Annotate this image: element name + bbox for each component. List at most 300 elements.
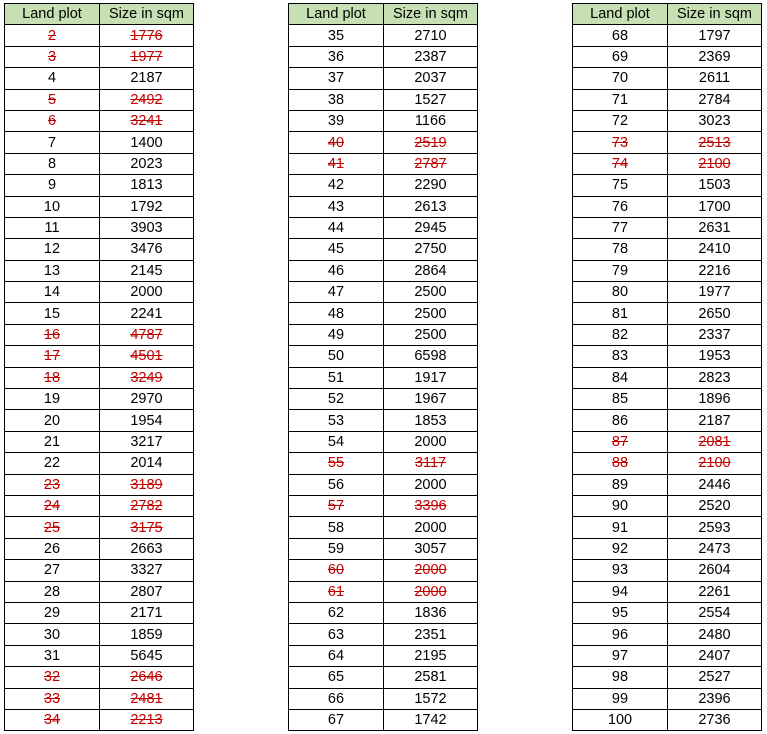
plot-size-cell[interactable]: 2864 [384, 260, 478, 281]
table-row [5, 217, 194, 238]
plot-size-cell[interactable]: 2807 [100, 581, 194, 602]
plot-number-cell[interactable]: 2 [5, 25, 100, 46]
plot-size-cell[interactable]: 2171 [100, 602, 194, 623]
plot-number-cell[interactable]: 96 [573, 624, 668, 645]
plot-number-cell[interactable]: 67 [289, 709, 384, 730]
table-row [289, 688, 478, 709]
plot-size-cell[interactable]: 2337 [668, 324, 762, 345]
plot-size-cell[interactable]: 2970 [100, 389, 194, 410]
plot-number-cell[interactable]: 76 [573, 196, 668, 217]
plot-size-cell[interactable]: 2290 [384, 175, 478, 196]
plot-number-cell[interactable]: 90 [573, 495, 668, 516]
table-row [5, 667, 194, 688]
plot-number-cell[interactable]: 47 [289, 282, 384, 303]
plot-number-cell[interactable]: 95 [573, 602, 668, 623]
table-row [5, 453, 194, 474]
plot-number-cell[interactable]: 94 [573, 581, 668, 602]
table-row [573, 346, 762, 367]
plot-size-cell[interactable]: 2100 [668, 153, 762, 174]
plot-size-cell[interactable]: 2481 [100, 688, 194, 709]
table-row [573, 538, 762, 559]
table-row [573, 560, 762, 581]
table-row [573, 389, 762, 410]
table-row [573, 25, 762, 46]
table-row [5, 282, 194, 303]
plot-size-cell[interactable]: 2513 [668, 132, 762, 153]
plot-size-cell[interactable]: 2014 [100, 453, 194, 474]
plot-size-cell[interactable]: 2500 [384, 303, 478, 324]
plot-size-cell[interactable]: 1572 [384, 688, 478, 709]
plot-number-cell[interactable]: 37 [289, 68, 384, 89]
plot-number-cell[interactable]: 12 [5, 239, 100, 260]
plot-number-cell[interactable]: 61 [289, 581, 384, 602]
land-plot-header[interactable]: Land plot [573, 4, 668, 25]
table-row [289, 538, 478, 559]
table-row [289, 602, 478, 623]
plot-number-cell[interactable]: 68 [573, 25, 668, 46]
plot-size-cell[interactable]: 3217 [100, 431, 194, 452]
plot-number-cell[interactable]: 70 [573, 68, 668, 89]
plot-number-cell[interactable]: 3 [5, 46, 100, 67]
table-row [289, 709, 478, 730]
table-row [289, 282, 478, 303]
plot-size-cell[interactable]: 2650 [668, 303, 762, 324]
plot-number-cell[interactable]: 48 [289, 303, 384, 324]
plot-size-cell[interactable]: 2145 [100, 260, 194, 281]
plot-size-cell[interactable]: 2023 [100, 153, 194, 174]
plot-size-cell[interactable]: 1859 [100, 624, 194, 645]
plot-size-cell[interactable]: 2000 [384, 581, 478, 602]
land-plot-table-3 [572, 3, 762, 731]
plot-size-cell[interactable]: 2369 [668, 46, 762, 67]
plot-number-cell[interactable]: 41 [289, 153, 384, 174]
plot-size-cell[interactable]: 4501 [100, 346, 194, 367]
plot-size-cell[interactable]: 2037 [384, 68, 478, 89]
table-row [289, 153, 478, 174]
table-row [289, 68, 478, 89]
table-row [573, 667, 762, 688]
table-row [573, 196, 762, 217]
plot-number-cell[interactable]: 5 [5, 89, 100, 110]
plot-number-cell[interactable]: 17 [5, 346, 100, 367]
plot-size-cell[interactable]: 2736 [668, 709, 762, 730]
plot-size-cell[interactable]: 2492 [100, 89, 194, 110]
plot-size-cell[interactable]: 2000 [100, 282, 194, 303]
table-row [289, 389, 478, 410]
table-row [573, 688, 762, 709]
table-row [289, 217, 478, 238]
plot-size-cell[interactable]: 3476 [100, 239, 194, 260]
plot-number-cell[interactable]: 11 [5, 217, 100, 238]
plot-number-cell[interactable]: 24 [5, 495, 100, 516]
plot-number-cell[interactable]: 30 [5, 624, 100, 645]
size-header[interactable]: Size in sqm [100, 4, 194, 25]
plot-size-cell[interactable]: 2351 [384, 624, 478, 645]
plot-size-cell[interactable]: 3241 [100, 110, 194, 131]
plot-number-cell[interactable]: 6 [5, 110, 100, 131]
table-row [289, 645, 478, 666]
plot-size-cell[interactable]: 2945 [384, 217, 478, 238]
plot-number-cell[interactable]: 9 [5, 175, 100, 196]
table-row [573, 132, 762, 153]
table-row [573, 474, 762, 495]
plot-size-cell[interactable]: 2216 [668, 260, 762, 281]
land-plot-table-2 [288, 3, 478, 731]
plot-number-cell[interactable]: 13 [5, 260, 100, 281]
plot-number-cell[interactable]: 63 [289, 624, 384, 645]
table-row [573, 645, 762, 666]
plot-number-cell[interactable]: 21 [5, 431, 100, 452]
plot-number-cell[interactable]: 93 [573, 560, 668, 581]
plot-size-cell[interactable]: 1700 [668, 196, 762, 217]
plot-size-cell[interactable]: 2604 [668, 560, 762, 581]
table-row [5, 303, 194, 324]
plot-number-cell[interactable]: 69 [573, 46, 668, 67]
plot-number-cell[interactable]: 4 [5, 68, 100, 89]
plot-size-cell[interactable]: 2473 [668, 538, 762, 559]
plot-size-cell[interactable]: 2100 [668, 453, 762, 474]
plot-size-cell[interactable]: 1166 [384, 110, 478, 131]
plot-size-cell[interactable]: 1503 [668, 175, 762, 196]
table-row [289, 46, 478, 67]
plot-size-cell[interactable]: 2195 [384, 645, 478, 666]
land-plot-header[interactable]: Land plot [289, 4, 384, 25]
plot-number-cell[interactable]: 29 [5, 602, 100, 623]
plot-number-cell[interactable]: 85 [573, 389, 668, 410]
table-row [289, 175, 478, 196]
plot-size-cell[interactable]: 1792 [100, 196, 194, 217]
plot-number-cell[interactable]: 72 [573, 110, 668, 131]
size-header[interactable]: Size in sqm [384, 4, 478, 25]
plot-number-cell[interactable]: 58 [289, 517, 384, 538]
plot-size-cell[interactable]: 2646 [100, 667, 194, 688]
table-row [5, 25, 194, 46]
plot-number-cell[interactable]: 100 [573, 709, 668, 730]
header-row [573, 4, 762, 25]
plot-size-cell[interactable]: 2446 [668, 474, 762, 495]
table-row [5, 431, 194, 452]
plot-number-cell[interactable]: 97 [573, 645, 668, 666]
plot-number-cell[interactable]: 45 [289, 239, 384, 260]
plot-number-cell[interactable]: 51 [289, 367, 384, 388]
plot-number-cell[interactable]: 57 [289, 495, 384, 516]
table-row [5, 46, 194, 67]
table-row [289, 303, 478, 324]
table-row [5, 495, 194, 516]
table-row [5, 645, 194, 666]
plot-size-cell[interactable]: 1527 [384, 89, 478, 110]
plot-size-cell[interactable]: 2554 [668, 602, 762, 623]
plot-size-cell[interactable]: 1953 [668, 346, 762, 367]
plot-number-cell[interactable]: 66 [289, 688, 384, 709]
plot-size-cell[interactable]: 2407 [668, 645, 762, 666]
plot-size-cell[interactable]: 2750 [384, 239, 478, 260]
table-row [5, 709, 194, 730]
plot-number-cell[interactable]: 14 [5, 282, 100, 303]
plot-number-cell[interactable]: 19 [5, 389, 100, 410]
table-row [5, 474, 194, 495]
plot-size-cell[interactable]: 1776 [100, 25, 194, 46]
plot-number-cell[interactable]: 8 [5, 153, 100, 174]
plot-number-cell[interactable]: 53 [289, 410, 384, 431]
land-plot-header[interactable]: Land plot [5, 4, 100, 25]
plot-size-cell[interactable]: 2500 [384, 324, 478, 345]
plot-size-cell[interactable]: 2410 [668, 239, 762, 260]
table-row [5, 346, 194, 367]
plot-size-cell[interactable]: 3903 [100, 217, 194, 238]
plot-size-cell[interactable]: 2613 [384, 196, 478, 217]
table-row [289, 25, 478, 46]
table-row [5, 68, 194, 89]
plot-number-cell[interactable]: 71 [573, 89, 668, 110]
plot-number-cell[interactable]: 20 [5, 410, 100, 431]
plot-size-cell[interactable]: 1954 [100, 410, 194, 431]
table-row [289, 239, 478, 260]
plot-number-cell[interactable]: 80 [573, 282, 668, 303]
plot-number-cell[interactable]: 50 [289, 346, 384, 367]
table-row [289, 517, 478, 538]
table-row [5, 688, 194, 709]
plot-size-cell[interactable]: 3023 [668, 110, 762, 131]
plot-number-cell[interactable]: 81 [573, 303, 668, 324]
plot-number-cell[interactable]: 84 [573, 367, 668, 388]
plot-number-cell[interactable]: 7 [5, 132, 100, 153]
table-row [573, 624, 762, 645]
plot-size-cell[interactable]: 2187 [100, 68, 194, 89]
plot-size-cell[interactable]: 2387 [384, 46, 478, 67]
plot-number-cell[interactable]: 87 [573, 431, 668, 452]
plot-size-cell[interactable]: 2213 [100, 709, 194, 730]
plot-size-cell[interactable]: 2663 [100, 538, 194, 559]
plot-number-cell[interactable]: 64 [289, 645, 384, 666]
plot-number-cell[interactable]: 28 [5, 581, 100, 602]
plot-size-cell[interactable]: 3057 [384, 538, 478, 559]
table-row [573, 410, 762, 431]
land-plot-table-1 [4, 3, 194, 731]
plot-number-cell[interactable]: 38 [289, 89, 384, 110]
plot-size-cell[interactable]: 2000 [384, 431, 478, 452]
plot-size-cell[interactable]: 1813 [100, 175, 194, 196]
plot-number-cell[interactable]: 36 [289, 46, 384, 67]
table-row [5, 517, 194, 538]
table-row [573, 303, 762, 324]
table-row [5, 132, 194, 153]
plot-size-cell[interactable]: 2500 [384, 282, 478, 303]
plot-number-cell[interactable]: 46 [289, 260, 384, 281]
plot-size-cell[interactable]: 2593 [668, 517, 762, 538]
table-row [573, 453, 762, 474]
table-row [5, 260, 194, 281]
plot-size-cell[interactable]: 5645 [100, 645, 194, 666]
plot-number-cell[interactable]: 86 [573, 410, 668, 431]
table-row [5, 196, 194, 217]
plot-number-cell[interactable]: 23 [5, 474, 100, 495]
table-row [5, 175, 194, 196]
table-row [289, 196, 478, 217]
plot-size-cell[interactable]: 3117 [384, 453, 478, 474]
table-row [5, 560, 194, 581]
plot-size-cell[interactable]: 2187 [668, 410, 762, 431]
plot-size-cell[interactable]: 1967 [384, 389, 478, 410]
plot-size-cell[interactable]: 2784 [668, 89, 762, 110]
plot-number-cell[interactable]: 59 [289, 538, 384, 559]
plot-number-cell[interactable]: 89 [573, 474, 668, 495]
plot-number-cell[interactable]: 44 [289, 217, 384, 238]
plot-number-cell[interactable]: 25 [5, 517, 100, 538]
plot-number-cell[interactable]: 22 [5, 453, 100, 474]
plot-size-cell[interactable]: 2241 [100, 303, 194, 324]
plot-size-cell[interactable]: 3175 [100, 517, 194, 538]
plot-size-cell[interactable]: 1797 [668, 25, 762, 46]
table-row [5, 153, 194, 174]
header-row [289, 4, 478, 25]
plot-number-cell[interactable]: 91 [573, 517, 668, 538]
table-row [573, 324, 762, 345]
plot-size-cell[interactable]: 2710 [384, 25, 478, 46]
plot-number-cell[interactable]: 15 [5, 303, 100, 324]
plot-size-cell[interactable]: 3327 [100, 560, 194, 581]
table-row [289, 495, 478, 516]
plot-number-cell[interactable]: 16 [5, 324, 100, 345]
plot-size-cell[interactable]: 2000 [384, 474, 478, 495]
plot-number-cell[interactable]: 33 [5, 688, 100, 709]
plot-size-cell[interactable]: 1742 [384, 709, 478, 730]
size-header[interactable]: Size in sqm [668, 4, 762, 25]
plot-size-cell[interactable]: 4787 [100, 324, 194, 345]
plot-number-cell[interactable]: 88 [573, 453, 668, 474]
table-row [5, 624, 194, 645]
table-row [573, 495, 762, 516]
plot-size-cell[interactable]: 3396 [384, 495, 478, 516]
plot-number-cell[interactable]: 73 [573, 132, 668, 153]
table-row [573, 110, 762, 131]
table-row [573, 217, 762, 238]
table-row [5, 367, 194, 388]
table-row [289, 132, 478, 153]
plot-number-cell[interactable]: 42 [289, 175, 384, 196]
table-row [573, 602, 762, 623]
plot-size-cell[interactable]: 2787 [384, 153, 478, 174]
plot-size-cell[interactable]: 2631 [668, 217, 762, 238]
table-row [289, 89, 478, 110]
plot-size-cell[interactable]: 1836 [384, 602, 478, 623]
plot-size-cell[interactable]: 1977 [668, 282, 762, 303]
table-row [573, 175, 762, 196]
table-row [289, 453, 478, 474]
table-row [573, 153, 762, 174]
table-row [573, 581, 762, 602]
plot-number-cell[interactable]: 98 [573, 667, 668, 688]
plot-number-cell[interactable]: 79 [573, 260, 668, 281]
plot-number-cell[interactable]: 65 [289, 667, 384, 688]
table-row [573, 431, 762, 452]
table-row [573, 709, 762, 730]
plot-number-cell[interactable]: 62 [289, 602, 384, 623]
plot-number-cell[interactable]: 77 [573, 217, 668, 238]
plot-size-cell[interactable]: 1917 [384, 367, 478, 388]
plot-number-cell[interactable]: 40 [289, 132, 384, 153]
plot-number-cell[interactable]: 52 [289, 389, 384, 410]
plot-number-cell[interactable]: 60 [289, 560, 384, 581]
table-row [289, 260, 478, 281]
plot-size-cell[interactable]: 6598 [384, 346, 478, 367]
plot-size-cell[interactable]: 2081 [668, 431, 762, 452]
table-row [5, 602, 194, 623]
table-row [573, 89, 762, 110]
plot-size-cell[interactable]: 1400 [100, 132, 194, 153]
plot-size-cell[interactable]: 2611 [668, 68, 762, 89]
plot-size-cell[interactable]: 3249 [100, 367, 194, 388]
plot-number-cell[interactable]: 78 [573, 239, 668, 260]
plot-number-cell[interactable]: 82 [573, 324, 668, 345]
table-row [573, 46, 762, 67]
plot-size-cell[interactable]: 3189 [100, 474, 194, 495]
table-row [289, 410, 478, 431]
plot-size-cell[interactable]: 1977 [100, 46, 194, 67]
plot-number-cell[interactable]: 99 [573, 688, 668, 709]
plot-size-cell[interactable]: 2396 [668, 688, 762, 709]
plot-size-cell[interactable]: 2520 [668, 495, 762, 516]
plot-size-cell[interactable]: 2480 [668, 624, 762, 645]
plot-size-cell[interactable]: 2782 [100, 495, 194, 516]
table-row [289, 560, 478, 581]
table-row [5, 324, 194, 345]
plot-size-cell[interactable]: 2519 [384, 132, 478, 153]
plot-size-cell[interactable]: 2261 [668, 581, 762, 602]
plot-size-cell[interactable]: 2000 [384, 560, 478, 581]
table-row [289, 324, 478, 345]
plot-size-cell[interactable]: 2581 [384, 667, 478, 688]
plot-number-cell[interactable]: 74 [573, 153, 668, 174]
plot-number-cell[interactable]: 75 [573, 175, 668, 196]
plot-number-cell[interactable]: 43 [289, 196, 384, 217]
table-row [289, 346, 478, 367]
plot-number-cell[interactable]: 10 [5, 196, 100, 217]
table-row [5, 89, 194, 110]
plot-number-cell[interactable]: 35 [289, 25, 384, 46]
table-row [573, 260, 762, 281]
table-row [573, 367, 762, 388]
plot-number-cell[interactable]: 31 [5, 645, 100, 666]
plot-number-cell[interactable]: 92 [573, 538, 668, 559]
plot-size-cell[interactable]: 2823 [668, 367, 762, 388]
table-row [289, 474, 478, 495]
header-row [5, 4, 194, 25]
table-row [573, 517, 762, 538]
plot-size-cell[interactable]: 1853 [384, 410, 478, 431]
table-row [289, 581, 478, 602]
plot-size-cell[interactable]: 2527 [668, 667, 762, 688]
plot-number-cell[interactable]: 83 [573, 346, 668, 367]
table-row [289, 367, 478, 388]
table-row [289, 110, 478, 131]
table-row [573, 239, 762, 260]
table-row [573, 282, 762, 303]
plot-number-cell[interactable]: 26 [5, 538, 100, 559]
plot-number-cell[interactable]: 39 [289, 110, 384, 131]
plot-size-cell[interactable]: 1896 [668, 389, 762, 410]
plot-number-cell[interactable]: 34 [5, 709, 100, 730]
plot-size-cell[interactable]: 2000 [384, 517, 478, 538]
plot-number-cell[interactable]: 32 [5, 667, 100, 688]
plot-number-cell[interactable]: 49 [289, 324, 384, 345]
plot-number-cell[interactable]: 54 [289, 431, 384, 452]
plot-number-cell[interactable]: 56 [289, 474, 384, 495]
plot-number-cell[interactable]: 27 [5, 560, 100, 581]
plot-number-cell[interactable]: 18 [5, 367, 100, 388]
plot-number-cell[interactable]: 55 [289, 453, 384, 474]
table-row [573, 68, 762, 89]
